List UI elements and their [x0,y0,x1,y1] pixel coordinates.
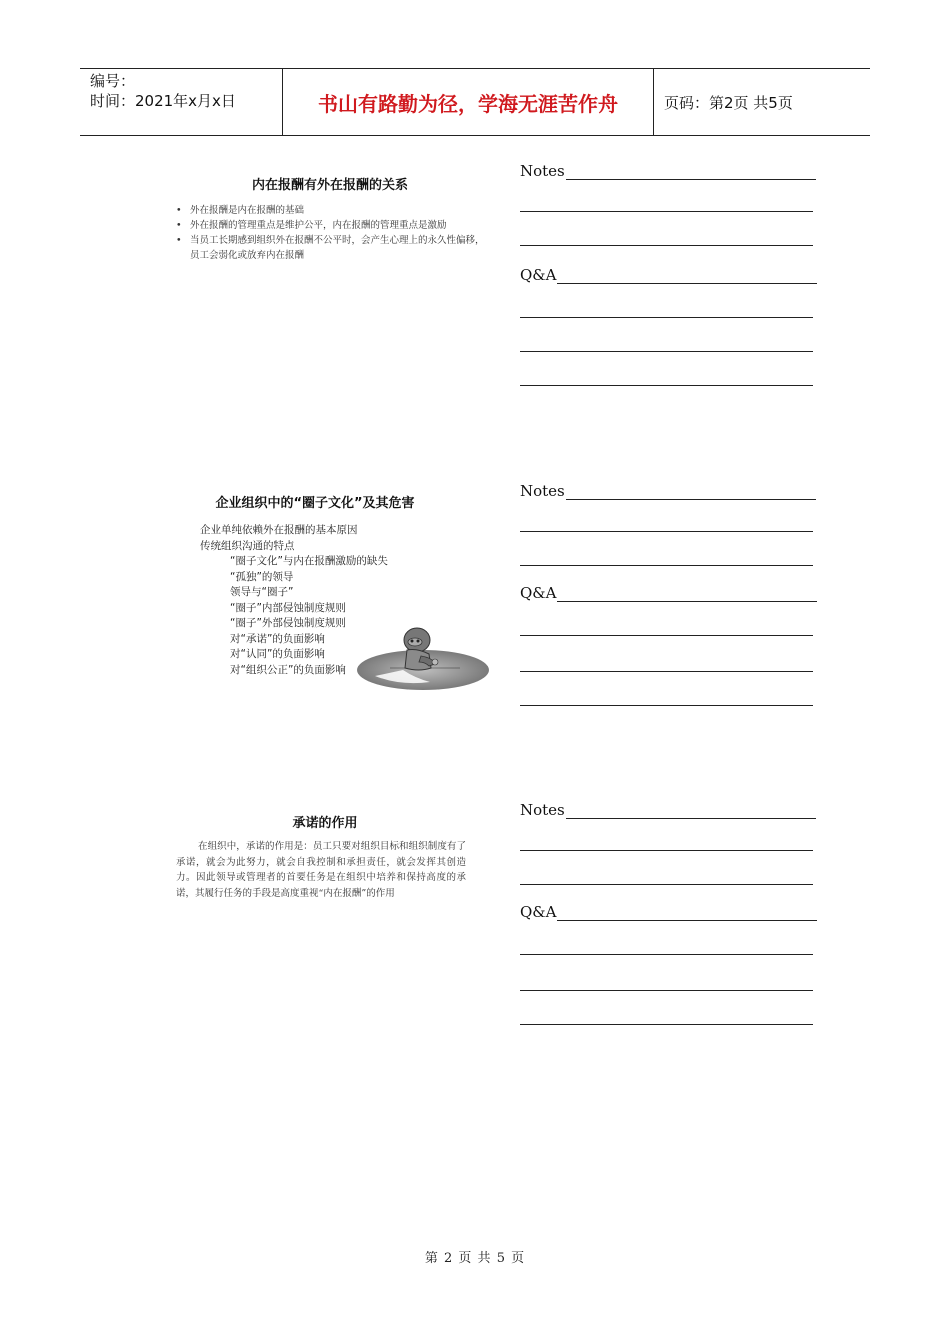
list-item: “圈子”内部侵蚀制度规则 [230,601,346,614]
qa-row[interactable] [520,332,813,352]
qa-line [557,283,817,284]
slide-1 [170,174,490,263]
slide-1-bullets [170,203,490,263]
qa-line [520,990,813,991]
list-item: 企业单纯依赖外在报酬的基本原因 [200,524,358,536]
qa-row[interactable] [520,298,813,318]
notes-row[interactable] [520,480,816,500]
list-item: “圈子”外部侵蚀制度规则 [230,617,346,629]
qa-row[interactable] [520,686,813,706]
bullet-item: • 外在报酬的管理重点是维护公平，内在报酬的管理重点是激励 [170,218,490,233]
notes-line [520,565,813,566]
page-footer: 第 2 页 共 5 页 [424,1251,526,1266]
slide-2-title: 企业组织中的“圈子文化”及其危害 [215,496,415,511]
slide-3-title: 承诺的作用 [292,816,358,831]
qa-line [520,385,813,386]
slide-3-paragraph: 在组织中，承诺的作用是：员工只要对组织目标和组织制度有了承诺，就会为此努力，就会自我控制和承担责任，就会发挥其创造力。因此领导或管理者的首要任务是在组织中培养和保持高度的承诺，其履行任务的手段是高度重视“内在报酬”的作用 [176,841,466,899]
qa-row[interactable] [520,264,817,284]
qa-row[interactable] [520,366,813,386]
list-item: “孤独”的领导 [230,570,294,583]
qa-label: Q&A [520,584,557,602]
list-item: 传统组织沟通的特点 [200,539,295,552]
page-header [80,68,870,136]
notes-line [566,499,816,500]
notes-row[interactable] [520,865,813,885]
header-page-label: 页码：第2页 共5页 [664,93,793,112]
notes-line [520,211,813,212]
list-item: 对“认同”的负面影响 [230,648,325,660]
notes-line [520,245,813,246]
person-on-disc-illustration [355,620,490,692]
notes-label: Notes [520,482,565,500]
notes-row[interactable] [520,546,813,566]
qa-row[interactable] [520,901,817,921]
qa-row[interactable] [520,971,813,991]
qa-row[interactable] [520,1005,813,1025]
header-motto: 书山有路勤为径，学海无涯苦作舟 [282,69,654,135]
list-item: 对“组织公正”的负面影响 [230,663,346,676]
qa-row[interactable] [520,582,817,602]
qa-line [557,920,817,921]
qa-line [520,954,813,955]
notes-row[interactable] [520,831,813,851]
notes-row[interactable] [520,192,813,212]
notes-line [520,850,813,851]
header-meta [80,69,282,135]
notes-line [566,179,816,180]
list-item: “圈子文化”与内在报酬激励的缺失 [230,555,388,567]
qa-row[interactable] [520,935,813,955]
qa-row[interactable] [520,652,813,672]
qa-line [557,601,817,602]
notes-row[interactable] [520,512,813,532]
qa-row[interactable] [520,616,813,636]
number-label: 编号： [90,72,136,90]
qa-line [520,317,813,318]
qa-line [520,705,813,706]
time-label: 时间：2021年x月x日 [90,92,236,110]
notes-line [566,818,816,819]
notes-line [520,884,813,885]
slide-3 [170,812,490,901]
notes-row[interactable] [520,160,816,180]
qa-label: Q&A [520,266,557,284]
notes-line [520,531,813,532]
bullet-item: • 外在报酬是内在报酬的基础 [170,203,490,218]
qa-line [520,351,813,352]
slide-1-title: 内在报酬有外在报酬的关系 [251,178,408,193]
list-item: 领导与“圈子” [230,586,294,598]
qa-label: Q&A [520,903,557,921]
notes-row[interactable] [520,799,816,819]
bullet-item: • 当员工长期感到组织外在报酬不公平时，会产生心理上的永久性偏移，员工会弱化或放弃内在报酬 [170,233,490,263]
notes-label: Notes [520,162,565,180]
qa-line [520,671,813,672]
notes-row[interactable] [520,226,813,246]
list-item: 对“承诺”的负面影响 [230,632,325,645]
qa-line [520,1024,813,1025]
notes-label: Notes [520,801,565,819]
qa-line [520,635,813,636]
